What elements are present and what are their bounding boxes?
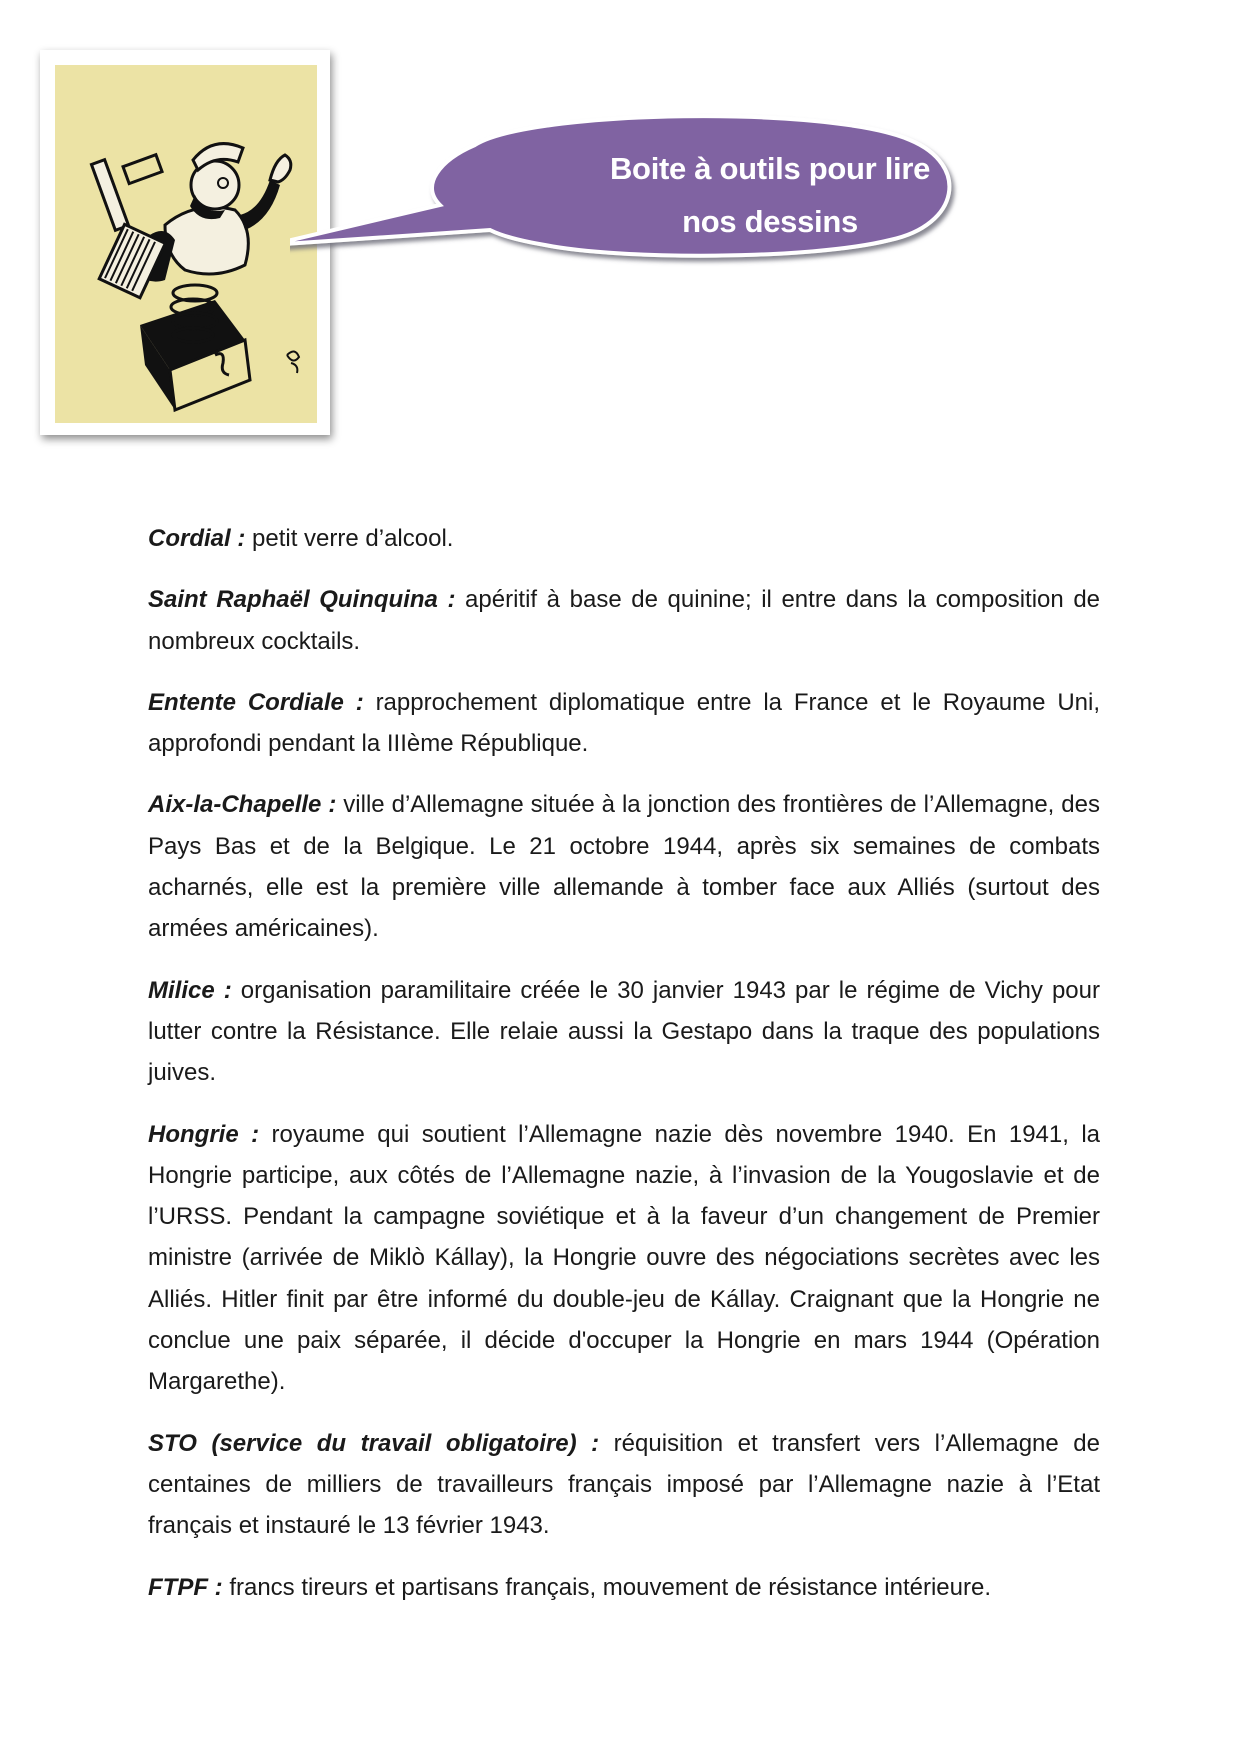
jack-in-the-box-drawing — [55, 65, 317, 423]
illustration-frame — [40, 50, 330, 435]
cartoon-illustration — [55, 65, 317, 423]
glossary-term: Milice : — [148, 976, 232, 1004]
glossary-entry-saint-raphael — [148, 579, 1100, 662]
glossary-definition: royaume qui soutient l’Allemagne nazie dès novembre 1940. En 1941, la Hongrie participe, aux côtés de l’Allemagne nazie, à l’invasion de la Yougoslavie et de l’URSS. Pendant la campagne soviétique et à la faveur d’un changement de Premier ministre (arrivée de Miklò Kállay), la Hongrie ouvre des négociations secrètes avec les Alliés. Hitler finit par être informé du double-jeu de Kállay. Craignant que la Hongrie ne conclue une paix séparée, il décide d'occuper la Hongrie en mars 1944 (Opération Margarethe). — [148, 1120, 1101, 1396]
glossary-definition: petit verre d’alcool. — [245, 525, 454, 552]
bubble-line-1: Boite à outils pour lire — [609, 151, 931, 186]
glossary-definition: organisation paramilitaire créée le 30 janvier 1943 par le régime de Vichy pour lutter contre la Résistance. Elle relaie aussi la Gestapo dans la traque des populations juives. — [148, 976, 1100, 1087]
glossary-term: Entente Cordiale : — [148, 688, 364, 716]
glossary-term: FTPF : — [148, 1573, 223, 1601]
glossary-term: STO (service du travail obligatoire) : — [148, 1429, 600, 1457]
glossary-entry-milice — [148, 970, 1100, 1094]
glossary-definition: francs tireurs et partisans français, mouvement de résistance intérieure. — [222, 1573, 991, 1601]
glossary-term: Cordial : — [148, 525, 246, 552]
glossary-definition: ville d’Allemagne située à la jonction des frontières de l’Allemagne, des Pays Bas et de la Belgique. Le 21 octobre 1944, après six semaines de combats acharnés, elle est la première ville allemande à tomber face aux Alliés (surtout des armées américaines). — [148, 791, 1100, 943]
glossary-definition: réquisition et transfert vers l’Allemagne de centaines de milliers de travailleurs français imposé par l’Allemagne nazie à l’Etat français et instauré le 13 février 1943. — [148, 1429, 1100, 1540]
glossary-entry-entente-cordiale — [148, 682, 1100, 765]
bubble-line-2: nos dessins — [682, 204, 858, 239]
glossary-definition: apéritif à base de quinine; il entre dans la composition de nombreux cocktails. — [148, 586, 1101, 655]
glossary-list — [148, 518, 1100, 1628]
glossary-entry-hongrie — [148, 1114, 1100, 1403]
glossary-term: Hongrie : — [148, 1120, 260, 1148]
glossary-term: Saint Raphaël Quinquina : — [148, 586, 456, 614]
glossary-definition: rapprochement diplomatique entre la France et le Royaume Uni, approfondi pendant la IIIème République. — [148, 688, 1100, 758]
artist-signature — [287, 351, 299, 373]
glossary-entry-ftpf — [148, 1567, 1100, 1608]
glossary-entry-aix-la-chapelle — [148, 784, 1100, 949]
glossary-entry-sto — [148, 1423, 1100, 1547]
glossary-entry-cordial — [148, 518, 1100, 559]
glossary-term: Aix-la-Chapelle : — [148, 791, 337, 819]
speech-bubble-text — [520, 142, 1020, 248]
